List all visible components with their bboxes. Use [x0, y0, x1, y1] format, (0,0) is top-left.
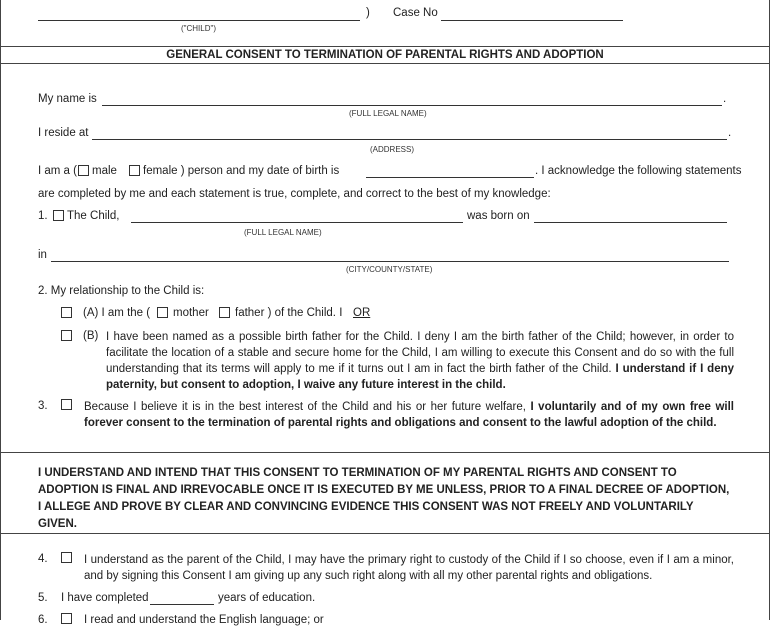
child-fullname-field[interactable]	[131, 222, 463, 223]
item3-paragraph: Because I believe it is in the best interest of the Child and his or her future welfare, I voluntarily and of my own free will forever consent to the termination of parental rights and obligations and consent to the lawful adoption of the child.	[84, 401, 734, 429]
item2b-paragraph: I have been named as a possible birth father for the Child. I deny I am the birth father of the Child; however, in order to facilitate the location of a stable and secure home for the Child, I am willing to execute this Consent and do so with the full understanding that its terms will apply to me if it turns out I am in fact the birth father of the Child. I understand if I deny paternity, but consent to adoption, I waive any future interest in the child.	[106, 331, 735, 391]
father-checkbox[interactable]	[219, 307, 230, 318]
item2b-checkbox[interactable]	[61, 330, 72, 341]
education-years-field[interactable]	[150, 604, 214, 605]
item3-checkbox[interactable]	[61, 399, 72, 410]
case-number-field[interactable]	[441, 20, 623, 21]
address-end: .	[728, 127, 732, 139]
address-caption: (ADDRESS)	[370, 145, 415, 154]
name-end: .	[723, 93, 727, 105]
address-label: I reside at	[38, 127, 89, 139]
address-field[interactable]	[92, 139, 727, 140]
item2a-checkbox[interactable]	[61, 307, 72, 318]
in-caption: (CITY/COUNTY/STATE)	[346, 265, 433, 274]
item1-checkbox[interactable]	[53, 210, 64, 221]
acknowledge-line: are completed by me and each statement is true, complete, and correct to the best of my knowledge:	[38, 188, 551, 200]
item4-checkbox[interactable]	[61, 552, 72, 563]
notice-top-rule	[0, 452, 770, 453]
item2b-label: (B)	[83, 330, 99, 342]
birth-date-field[interactable]	[534, 222, 727, 223]
item1-born: was born on	[467, 210, 530, 222]
item6-text: I read and understand the English language; or	[84, 614, 324, 626]
item1-label: The Child,	[67, 210, 120, 222]
full-name-field[interactable]	[102, 105, 722, 106]
in-label: in	[38, 249, 47, 261]
notice-bottom-rule	[0, 533, 770, 534]
father-label: father ) of the Child. I	[235, 307, 343, 319]
female-checkbox[interactable]	[129, 165, 140, 176]
male-label: male	[92, 165, 117, 177]
item5-num: 5.	[38, 592, 48, 604]
dob-field[interactable]	[366, 177, 534, 178]
item2-text: 2. My relationship to the Child is:	[38, 285, 205, 297]
name-caption: (FULL LEGAL NAME)	[349, 109, 427, 118]
identity-prefix: I am a (	[38, 165, 77, 177]
item6-num: 6.	[38, 614, 48, 626]
mother-label: mother	[173, 307, 209, 319]
title-top-rule	[0, 46, 770, 47]
item6-checkbox[interactable]	[61, 613, 72, 624]
item5-prefix: I have completed	[61, 592, 149, 604]
page-title: GENERAL CONSENT TO TERMINATION OF PARENTAL RIGHTS AND ADOPTION	[166, 49, 604, 61]
item2a-prefix: (A) I am the (	[83, 307, 151, 319]
item4-num: 4.	[38, 553, 48, 565]
name-label: My name is	[38, 93, 97, 105]
case-label: Case No	[393, 7, 438, 19]
irrevocable-notice: I UNDERSTAND AND INTEND THAT THIS CONSENT TO TERMINATION OF MY PARENTAL RIGHTS AND CONSENT TO ADOPTION IS FINAL AND IRREVOCABLE ONCE IT IS EXECUTED BY ME UNLESS, PRIOR TO A FINAL DECREE OF ADOPTION, I ALLEGE AND PROVE BY CLEAR AND CONVINCING EVIDENCE THIS CONSENT WAS NOT FREELY AND VOLUNTARILY GIVEN.	[38, 467, 730, 530]
item4-paragraph: I understand as the parent of the Child, I may have the primary right to custody of the Child if I so choose, even if I am a minor, and by signing this Consent I am giving up any such right along with all my other parental rights and obligations.	[84, 554, 734, 582]
child-name-field[interactable]	[38, 20, 360, 21]
location-field[interactable]	[51, 261, 729, 262]
female-label: female ) person and my date of birth is	[143, 165, 340, 177]
male-checkbox[interactable]	[78, 165, 89, 176]
left-border	[0, 0, 1, 620]
child-caption: ("CHILD")	[181, 24, 217, 33]
item5-suffix: years of education.	[218, 592, 316, 604]
mother-checkbox[interactable]	[157, 307, 168, 318]
paren-close: )	[366, 7, 370, 19]
item1-num: 1.	[38, 210, 48, 222]
item1-caption: (FULL LEGAL NAME)	[244, 228, 322, 237]
title-bottom-rule	[0, 63, 770, 64]
or-label: OR	[353, 307, 371, 319]
item3-num: 3.	[38, 400, 48, 412]
identity-suffix: . I acknowledge the following statements	[535, 165, 742, 177]
